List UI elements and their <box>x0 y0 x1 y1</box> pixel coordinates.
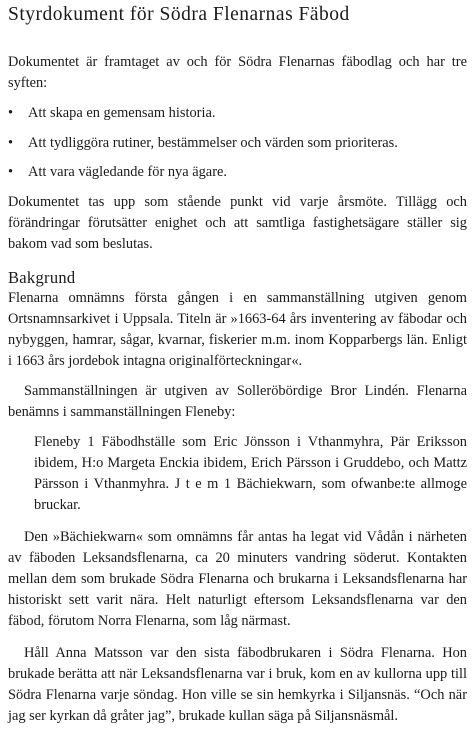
purpose-item: • Att skapa en gemensam historia. <box>8 103 467 124</box>
document-title: Styrdokument för Södra Flenarnas Fäbod <box>8 4 350 25</box>
background-paragraph: Flenarna omnämns första gången i en sammanställning utgiven genom Ortsnamnsarkivet i Uppsala. Titeln är »1663-64 års inventering av fäbodar och nybyggen, hamrar, sågar, kvarnar, fiskerier m.m. inom Kopparbergs län. Enligt i 1663 års jordebok intagna originalförteckningar«. <box>8 290 467 369</box>
purpose-item: • Att tydliggöra rutiner, bestämmelser och värden som prioriteras. <box>8 133 467 154</box>
section-heading-bakgrund: Bakgrund <box>8 268 76 287</box>
purpose-list <box>8 103 467 183</box>
intro-paragraph: Dokumentet är framtaget av och för Södra Flenarnas fäbodlag och har tre syften: <box>8 54 467 91</box>
purpose-item: • Att vara vägledande för nya ägare. <box>8 162 467 183</box>
compilation-paragraph: Sammanställningen är utgiven av Solleröbördige Bror Lindén. Flenarna benämns i sammanställningen Fleneby: <box>8 383 467 420</box>
bachiekwarn-paragraph: Den »Bächiekwarn« som omnämns får antas ha legat vid Vådån i närheten av fäboden Leksandsflenarna, ca 20 minuters vandring söderut. Kontakten mellan dem som brukade Södra Flenarna och brukarna i Leksandsflenarna har historiskt sett varit nära. Helt naturligt eftersom Leksandsflenarna var den fäbod, förutom Norra Flenarna, som låg närmast. <box>8 529 467 629</box>
historical-quote: Fleneby 1 Fäbodhställe som Eric Jönsson i Vthanmyhra, Pär Eriksson ibidem, H:o Margeta Enckia ibidem, Erich Pärsson i Gruddebo, och Mattz Pärsson i Vthanmyhra. J t e m 1 Bächiekwarn, som ofwanbe:te allmoge bruckar. <box>34 434 467 513</box>
annual-meeting-paragraph: Dokumentet tas upp som stående punkt vid varje årsmöte. Tillägg och förändringar förutsätter enighet och att samtliga fastighetsägare ställer sig bakom vad som beslutas. <box>8 194 467 252</box>
anna-matsson-paragraph: Håll Anna Matsson var den sista fäbodbrukaren i Södra Flenarna. Hon brukade berätta att när Leksandsflenarna var i bruk, kom en av kullorna upp till Södra Flenarna varje söndag. Hon ville se sin hemkyrka i Siljansnäs. “Och när jag ser kyrkan då gråter jag”, brukade kullan säga på Siljansnäsmål. <box>8 645 467 724</box>
